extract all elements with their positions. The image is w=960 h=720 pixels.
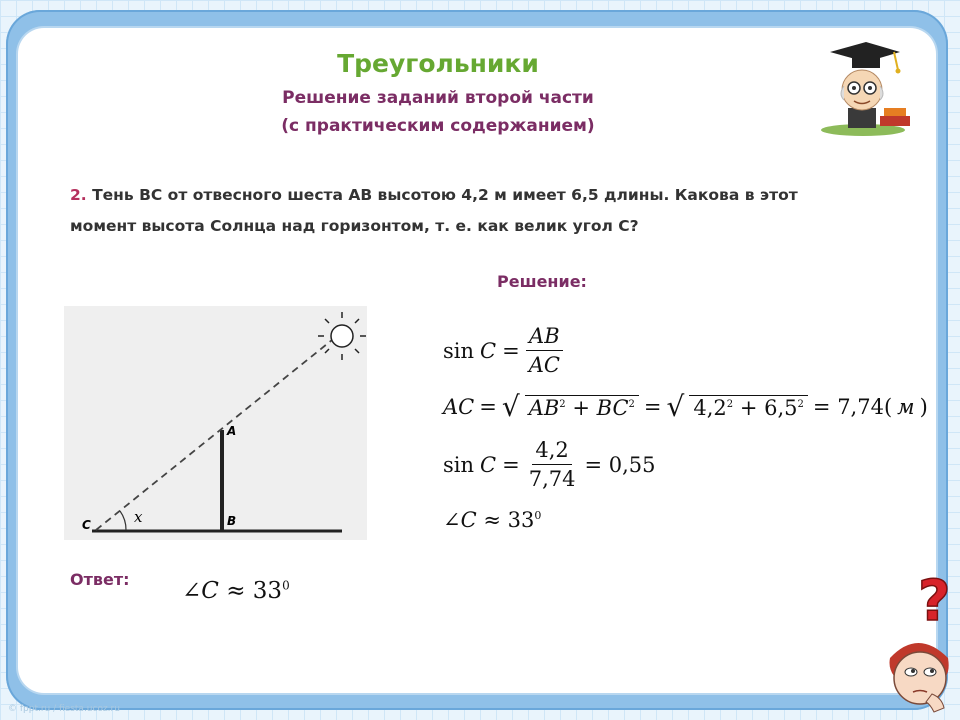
var-ac: AC: [443, 395, 475, 419]
sun-icon: [318, 312, 366, 360]
point-label-A: A: [227, 424, 237, 438]
watermark: © fppt.ru / fiesta.ucoz.ru: [8, 704, 120, 714]
equals-sign: =: [479, 395, 497, 419]
slide-title: Треугольники: [337, 49, 539, 78]
fraction: [526, 438, 579, 491]
ac-result: = 7,74(: [812, 395, 893, 419]
formula-sin-c: [443, 324, 563, 377]
unit-m: м: [897, 395, 915, 419]
sqrt-icon: √: [501, 390, 520, 423]
sin-result: = 0,55: [584, 452, 656, 477]
fraction-numerator: AB: [526, 324, 563, 351]
professor-mascot-icon: [808, 38, 918, 138]
approx-sign: ≈: [483, 508, 501, 532]
fraction-numerator: 4,2: [532, 438, 571, 465]
plus-sign: +: [572, 395, 590, 420]
angle-value: 33: [252, 578, 283, 604]
var-c: C: [480, 452, 497, 477]
formula-ac: [443, 390, 928, 423]
var-c: C: [480, 338, 497, 363]
power-2: 2: [559, 398, 566, 410]
sin-text: sin: [443, 452, 475, 477]
angle-value: 33: [507, 508, 535, 532]
power-2: 2: [628, 398, 635, 410]
approx-sign: ≈: [226, 578, 246, 604]
problem-text-line2: момент высота Солнца над горизонтом, т. е. как велик угол С?: [70, 217, 639, 235]
var-c: C: [201, 578, 219, 604]
power-2: 2: [726, 398, 734, 410]
formula-sin-c-value: [443, 438, 656, 491]
answer-label: Ответ:: [70, 570, 130, 589]
shadow-diagram: [64, 306, 367, 540]
equals-sign: =: [502, 338, 520, 363]
radicand-1: [525, 395, 639, 420]
formula-angle-c: [443, 508, 541, 532]
sin-text: sin: [443, 338, 475, 363]
point-label-B: B: [227, 514, 237, 528]
problem-number: 2.: [70, 186, 87, 204]
answer-formula: [182, 578, 290, 604]
value-6-5: 6,5: [764, 395, 798, 420]
problem-statement: [70, 180, 830, 242]
sqrt-icon: √: [666, 390, 685, 423]
var-ab: AB: [528, 395, 560, 420]
solution-label: Решение:: [497, 272, 587, 291]
equals-sign: =: [643, 395, 662, 419]
angle-symbol: ∠: [182, 578, 202, 604]
slide-subtitle-line2: (с практическим содержанием): [281, 116, 595, 136]
var-bc: BC: [596, 395, 629, 420]
fraction-denominator: 7,74: [528, 467, 576, 491]
problem-text-line1: Тень ВС от отвесного шеста АВ высотою 4,2 м имеет 6,5 длины. Какова в этот: [92, 186, 798, 204]
slide-subtitle-line1: Решение заданий второй части: [282, 88, 594, 108]
value-4-2: 4,2: [693, 395, 727, 420]
angle-label-x: x: [134, 508, 143, 526]
plus-sign: +: [739, 395, 758, 420]
power-2: 2: [797, 398, 804, 410]
equals-sign: =: [502, 452, 520, 477]
radicand-2: [689, 395, 808, 420]
degree-mark: 0: [534, 509, 542, 522]
degree-mark: 0: [282, 578, 290, 593]
angle-symbol: ∠: [443, 508, 461, 532]
fraction-denominator: AC: [528, 353, 560, 377]
close-paren: ): [919, 395, 928, 419]
var-c: C: [460, 508, 477, 532]
svg-text:?: ?: [918, 569, 951, 634]
point-label-C: C: [82, 518, 91, 532]
thinking-person-icon: [880, 566, 958, 716]
fraction: [526, 324, 563, 377]
